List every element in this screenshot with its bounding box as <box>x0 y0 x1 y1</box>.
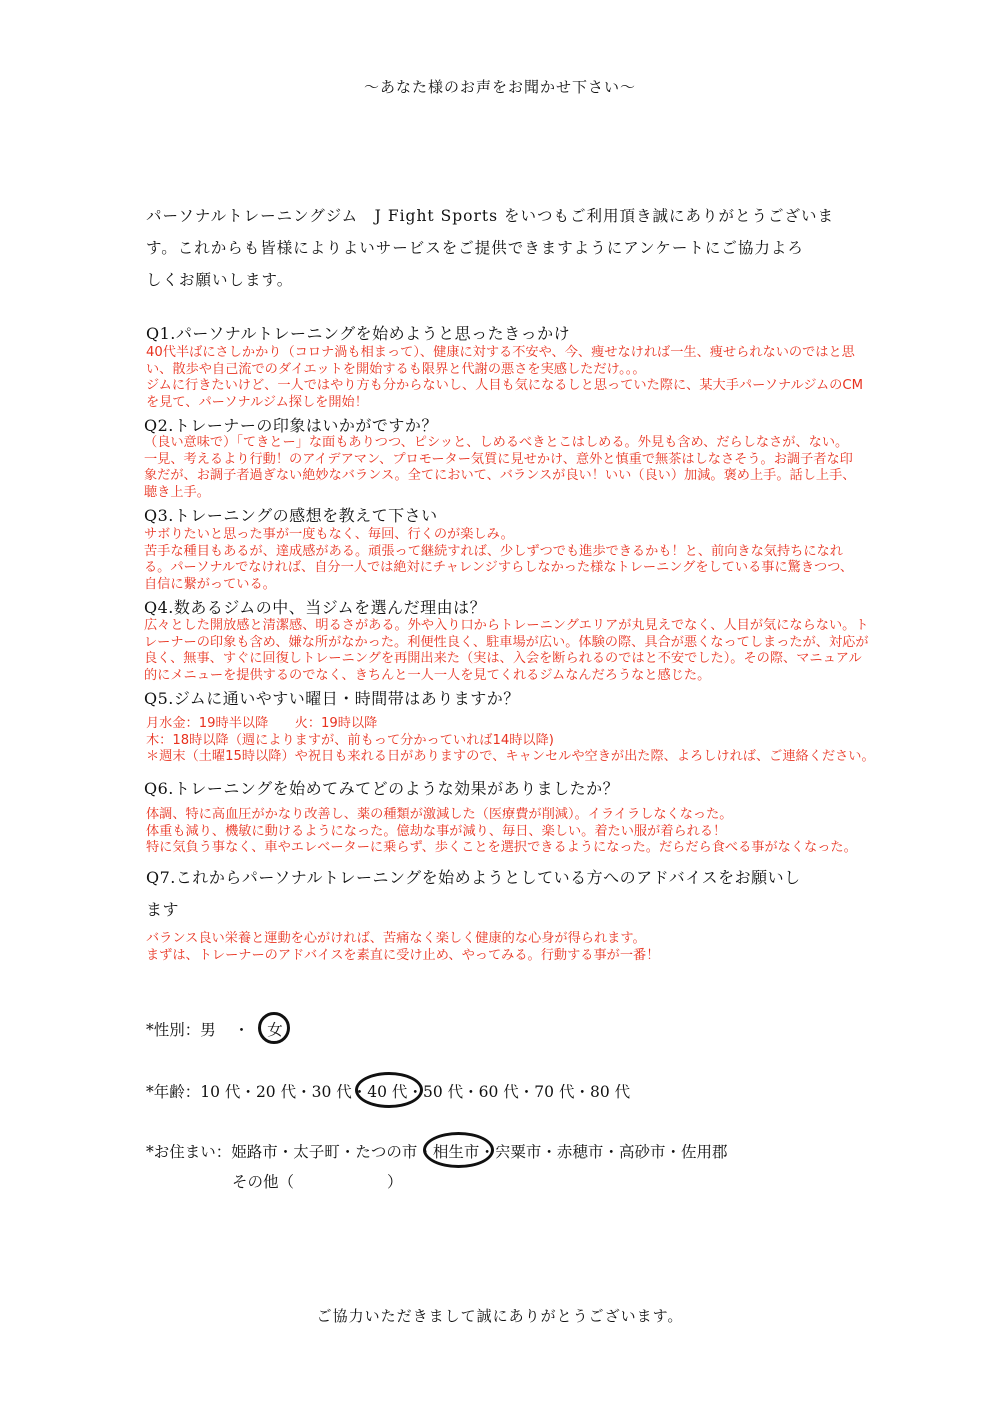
answer-line: レーナーの印象も含め、嫌な所がなかった。利便性良く、駐車場が広い。体験の際、具合が悪くなってしまったが、対応が <box>144 634 869 650</box>
age-option[interactable]: 10 代 <box>200 1083 241 1101</box>
answer-4 <box>144 618 869 684</box>
separator: ・ <box>233 1021 250 1039</box>
answer-line: 聴き上手。 <box>144 484 210 500</box>
age-label: *年齢： <box>146 1083 201 1101</box>
gender-option-female[interactable] <box>267 1018 283 1040</box>
answer-line: 良く、無事、すぐに回復しトレーニングを再開出来た（実は、入会を断られるのではと不安でした）。その際、マニュアル <box>144 651 862 666</box>
intro-text <box>146 200 866 296</box>
age-option[interactable]: 30 代 <box>311 1083 352 1101</box>
gender-option-male[interactable]: 男 <box>200 1021 216 1039</box>
age-option[interactable]: 50 代 <box>422 1083 464 1101</box>
answer-line: い、散歩や自己流でのダイエットを開始するも限界と代謝の悪さを実感しただけ。。。 <box>146 361 646 377</box>
footer-thanks: ご協力いただきまして誠にありがとうございます。 <box>316 1307 684 1325</box>
residence-option[interactable]: 宍粟市 <box>494 1143 542 1161</box>
answer-5 <box>146 716 875 766</box>
answer-line: 的にメニューを提供するのでなく、きちんと一人一人を見てくれるジムなんだろうなと感じた。 <box>144 667 711 683</box>
answer-line: 40代半ばにさしかかり（コロナ渦も相まって）、健康に対する不安や、今、痩せなければ一生、痩せられないのではと思 <box>146 345 855 360</box>
answer-line: 一見、考えるより行動！のアイデアマン、プロモーター気質に見せかけ、意外と慎重で無茶はしなさそう。お調子者な印 <box>144 451 853 467</box>
gender-option-label: 女 <box>267 1021 283 1039</box>
residence-label: *お住まい： <box>146 1143 232 1161</box>
question-3: Q3.トレーニングの感想を教えて下さい <box>144 506 438 525</box>
question-4: Q4.数あるジムの中、当ジムを選んだ理由は？ <box>144 598 487 617</box>
answer-line: サボりたいと思った事が一度もなく、毎回、行くのが楽しみ。 <box>144 527 514 542</box>
answer-line: （良い意味で）「てきとー」な面もありつつ、ピシッと、しめるべきとこはしめる。外見も含め、だらしなさが、ない。 <box>144 435 849 450</box>
answer-line: 体調、特に高血圧がかなり改善し、薬の種類が激減した（医療費が削減）。イライラしなくなった。 <box>146 807 733 822</box>
answer-line: 体重も減り、機敏に動けるようになった。億劫な事が減り、毎日、楽しい。着たい服が着られる！ <box>146 823 727 839</box>
residence-field: *お住まい：姫路市・太子町・たつの市・相生市 ・宍粟市・赤穂市・高砂市・佐用郡 <box>146 1140 728 1162</box>
answer-7 <box>146 931 659 964</box>
answer-line: 象だが、お調子者過ぎない絶妙なバランス。全てにおいて、バランスが良い！いい（良い）加減。褒め上手。話し上手、 <box>144 468 856 483</box>
residence-option-selected[interactable] <box>433 1140 480 1162</box>
age-option[interactable]: 60 代 <box>478 1083 519 1101</box>
age-option[interactable]: 70 代 <box>534 1083 575 1101</box>
residence-option-label: 相生市 <box>432 1143 480 1161</box>
residence-option[interactable]: 高砂市 <box>618 1143 666 1161</box>
gender-label: *性別： <box>146 1021 201 1039</box>
gender-field <box>146 1018 283 1040</box>
answer-line: ジムに行きたいけど、一人ではやり方も分からないし、人目も気になるしと思っていた際に、某大手パーソナルジムのCM <box>146 378 863 393</box>
answer-1 <box>146 345 863 411</box>
question-5: Q5.ジムに通いやすい曜日・時間帯はありますか？ <box>144 689 520 708</box>
answer-line: バランス良い栄養と運動を心がければ、苦痛なく楽しく健康的な心身が得られます。 <box>146 931 646 946</box>
answer-line: 苦手な種目もあるが、達成感がある。頑張って継続すれば、少しずつでも進歩できるかも！と、前向きな気持ちになれ <box>144 543 843 559</box>
question-7-continued: ます <box>146 900 180 919</box>
question-1: Q1.パーソナルトレーニングを始めようと思ったきっかけ <box>146 324 571 343</box>
answer-line: ＊週末（土曜15時以降）や祝日も来れる日がありますので、キャンセルや空きが出た際、よろしければ、ご連絡ください。 <box>146 749 875 764</box>
residence-option[interactable]: 赤穂市 <box>556 1143 604 1161</box>
answer-2 <box>144 435 855 501</box>
residence-option[interactable]: 佐用郡 <box>680 1143 728 1161</box>
age-option[interactable]: 80 代 <box>589 1083 631 1101</box>
answer-line: 広々とした開放感と清潔感、明るさがある。外や入り口からトレーニングエリアが丸見えでなく、人目が気にならない。ト <box>144 618 869 633</box>
age-field: *年齢：10 代・20 代・30 代・40 代 ・50 代・60 代・70 代・80 代 <box>146 1080 630 1102</box>
intro-line: パーソナルトレーニングジム J Fight Sports をいつもご利用頂き誠にありがとうございま <box>146 207 834 225</box>
residence-other[interactable]: その他（ ） <box>232 1173 403 1191</box>
answer-line: 特に気負う事なく、車やエレベーターに乗らず、歩くことを選択できるようになった。だらだら食べる事がなくなった。 <box>146 840 857 855</box>
intro-line: しくお願いします。 <box>146 271 294 289</box>
age-option-selected[interactable] <box>367 1080 407 1102</box>
answer-6 <box>146 807 857 857</box>
answer-line: 木：18時以降（週によりますが、前もって分かっていれば14時以降) <box>146 732 554 748</box>
age-option[interactable]: 20 代 <box>255 1083 297 1101</box>
age-option-label: 40 代 <box>367 1083 408 1101</box>
residence-option[interactable]: たつの市 <box>355 1143 418 1161</box>
page-title: ～あなた様のお声をお聞かせ下さい～ <box>363 78 636 96</box>
question-2: Q2.トレーナーの印象はいかがですか？ <box>144 416 438 435</box>
question-6: Q6.トレーニングを始めてみてどのような効果がありましたか？ <box>144 779 620 798</box>
question-7: Q7.これからパーソナルトレーニングを始めようとしている方へのアドバイスをお願いし <box>146 868 801 887</box>
answer-line: る。パーソナルでなければ、自分一人では絶対にチャレンジすらしなかった様なトレーニングをしている事に驚きつつ、 <box>144 560 854 575</box>
answer-line: 月水金：19時半以降 火：19時以降 <box>146 716 378 731</box>
answer-3 <box>144 527 853 593</box>
intro-line: す。これからも皆様によりよいサービスをご提供できますようにアンケートにご協力よろ <box>146 239 804 257</box>
residence-option[interactable]: 姫路市 <box>231 1143 278 1161</box>
answer-line: 自信に繋がっている。 <box>144 576 276 592</box>
answer-line: を見て、パーソナルジム探しを開始！ <box>146 394 368 410</box>
residence-option[interactable]: 太子町 <box>293 1143 340 1161</box>
answer-line: まずは、トレーナーのアドバイスを素直に受け止め、やってみる。行動する事が一番！ <box>146 947 660 963</box>
